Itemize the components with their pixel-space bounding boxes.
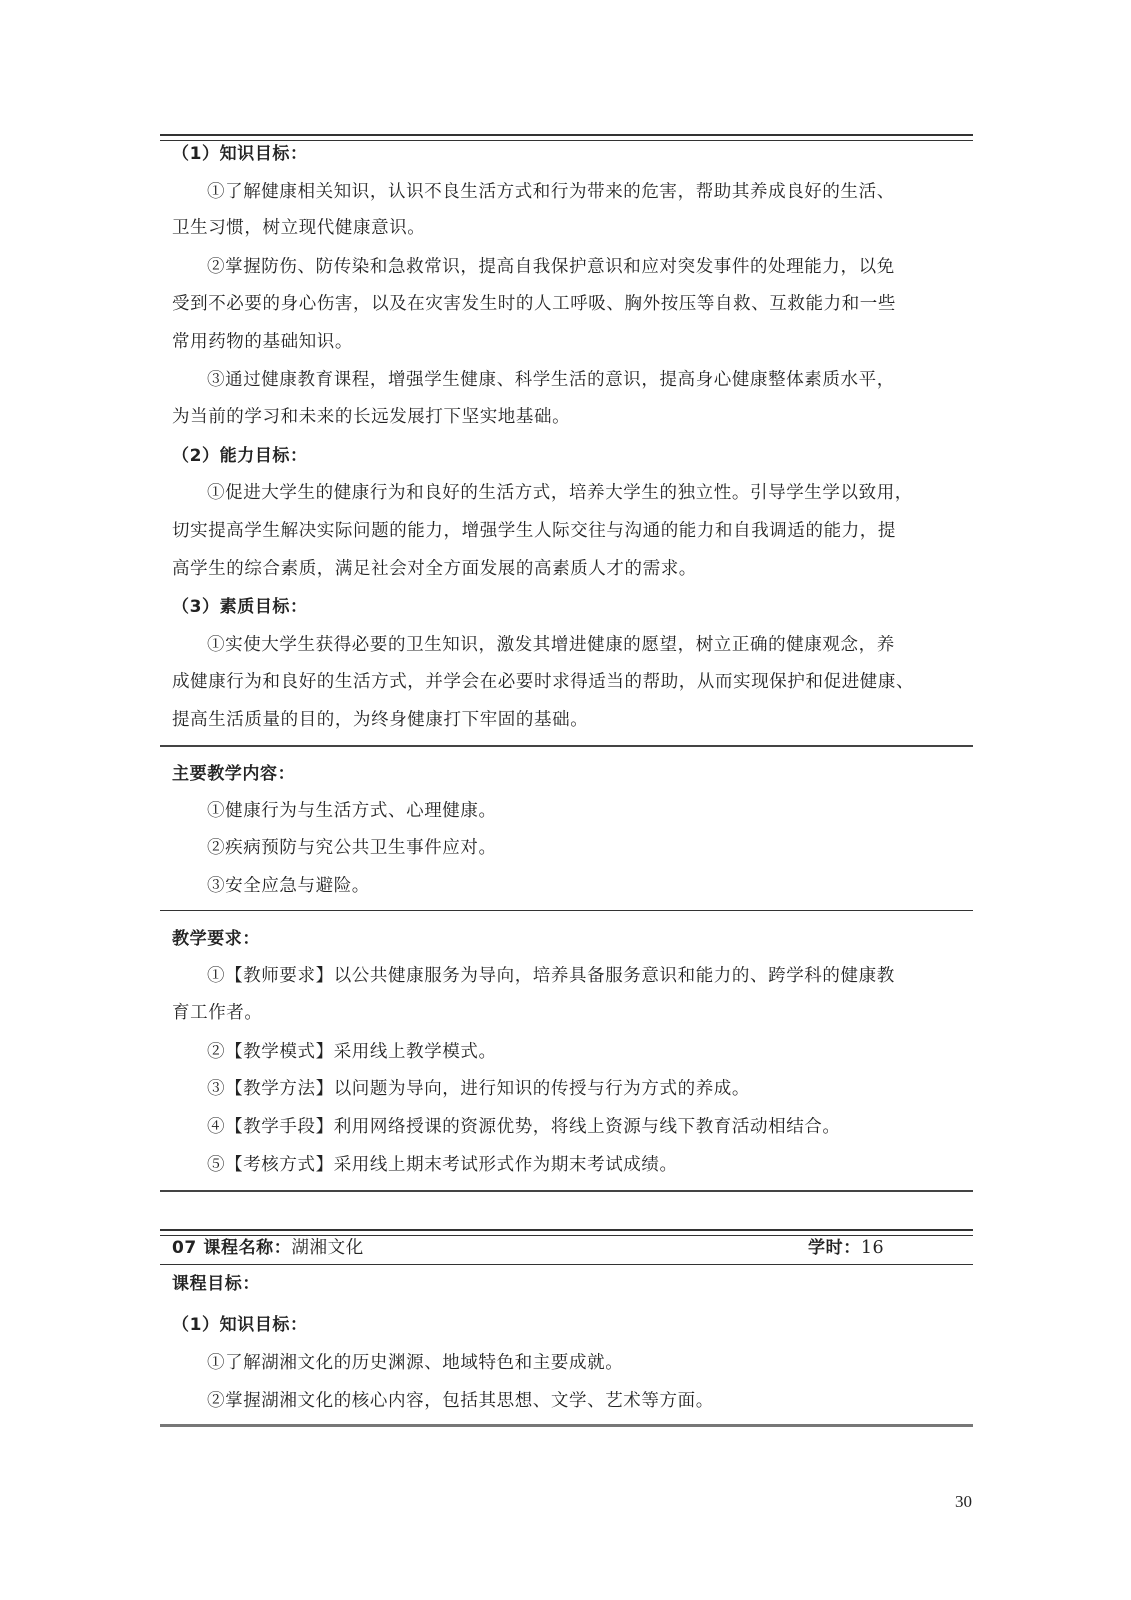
paragraph-line: ②掌握防伤、防传染和急救常识，提高自我保护意识和应对突发事件的处理能力，以免 (207, 257, 895, 277)
quality-goals-heading: （3）素质目标： (172, 597, 308, 617)
paragraph-line: ①了解健康相关知识，认识不良生活方式和行为带来的危害，帮助其养成良好的生活、 (207, 182, 895, 202)
course-hours (808, 1236, 958, 1260)
paragraph-line: 受到不必要的身心伤害，以及在灾害发生时的人工呼吸、胸外按压等自救、互救能力和一些 (172, 294, 896, 314)
course-hours-value: 16 (860, 1238, 885, 1258)
list-item: ③安全应急与避险。 (207, 876, 370, 896)
course-goals-heading: 课程目标： (172, 1274, 260, 1294)
course-name-label: 07 课程名称： (172, 1238, 292, 1258)
list-item: ⑤【考核方式】采用线上期末考试形式作为期末考试成绩。 (207, 1155, 678, 1175)
page-number: 30 (955, 1492, 972, 1511)
paragraph-line: ①促进大学生的健康行为和良好的生活方式，培养大学生的独立性。引导学生学以致用， (207, 483, 913, 503)
list-item: ③【教学方法】以问题为导向，进行知识的传授与行为方式的养成。 (207, 1079, 750, 1099)
knowledge-goals-heading: （1）知识目标： (172, 1315, 308, 1335)
knowledge-goals-heading: （1）知识目标： (172, 144, 308, 164)
main-content-heading: 主要教学内容： (172, 764, 296, 784)
paragraph-line: 成健康行为和良好的生活方式，并学会在必要时求得适当的帮助，从而实现保护和促进健康、 (172, 672, 915, 692)
paragraph-line: 高学生的综合素质，满足社会对全方面发展的高素质人才的需求。 (172, 559, 697, 579)
teaching-requirements-heading: 教学要求： (172, 929, 260, 949)
list-item: ②【教学模式】采用线上教学模式。 (207, 1042, 497, 1062)
paragraph-line: 常用药物的基础知识。 (172, 332, 353, 352)
row-divider (160, 1264, 973, 1265)
paragraph-line: ③通过健康教育课程，增强学生健康、科学生活的意识，提高身心健康整体素质水平， (207, 370, 895, 390)
course-name-value: 湖湘文化 (291, 1238, 364, 1258)
list-item: ②掌握湖湘文化的核心内容，包括其思想、文学、艺术等方面。 (207, 1391, 714, 1411)
table-top-rule (160, 1229, 973, 1236)
section-divider (160, 745, 973, 747)
ability-goals-heading: （2）能力目标： (172, 446, 308, 466)
paragraph-line: 切实提高学生解决实际问题的能力，增强学生人际交往与沟通的能力和自我调适的能力，提 (172, 521, 896, 541)
list-item: ①【教师要求】以公共健康服务为导向，培养具备服务意识和能力的、跨学科的健康教 (207, 966, 895, 986)
table-bottom-rule (160, 1190, 973, 1192)
table-top-rule (160, 134, 973, 141)
list-item: ①了解湖湘文化的历史渊源、地域特色和主要成就。 (207, 1353, 624, 1373)
page-bottom-rule (160, 1424, 973, 1427)
list-item: ④【教学手段】利用网络授课的资源优势，将线上资源与线下教育活动相结合。 (207, 1117, 841, 1137)
paragraph-line: ①实使大学生获得必要的卫生知识，激发其增进健康的愿望，树立正确的健康观念，养 (207, 635, 895, 655)
course-hours-label: 学时： (808, 1238, 861, 1258)
paragraph-line: 提高生活质量的目的，为终身健康打下牢固的基础。 (172, 710, 589, 730)
paragraph-line: 为当前的学习和未来的长远发展打下坚实地基础。 (172, 407, 571, 427)
section-divider (160, 910, 973, 911)
list-item: ②疾病预防与究公共卫生事件应对。 (207, 838, 497, 858)
list-item: 育工作者。 (172, 1003, 263, 1023)
paragraph-line: 卫生习惯，树立现代健康意识。 (172, 218, 426, 238)
list-item: ①健康行为与生活方式、心理健康。 (207, 801, 497, 821)
